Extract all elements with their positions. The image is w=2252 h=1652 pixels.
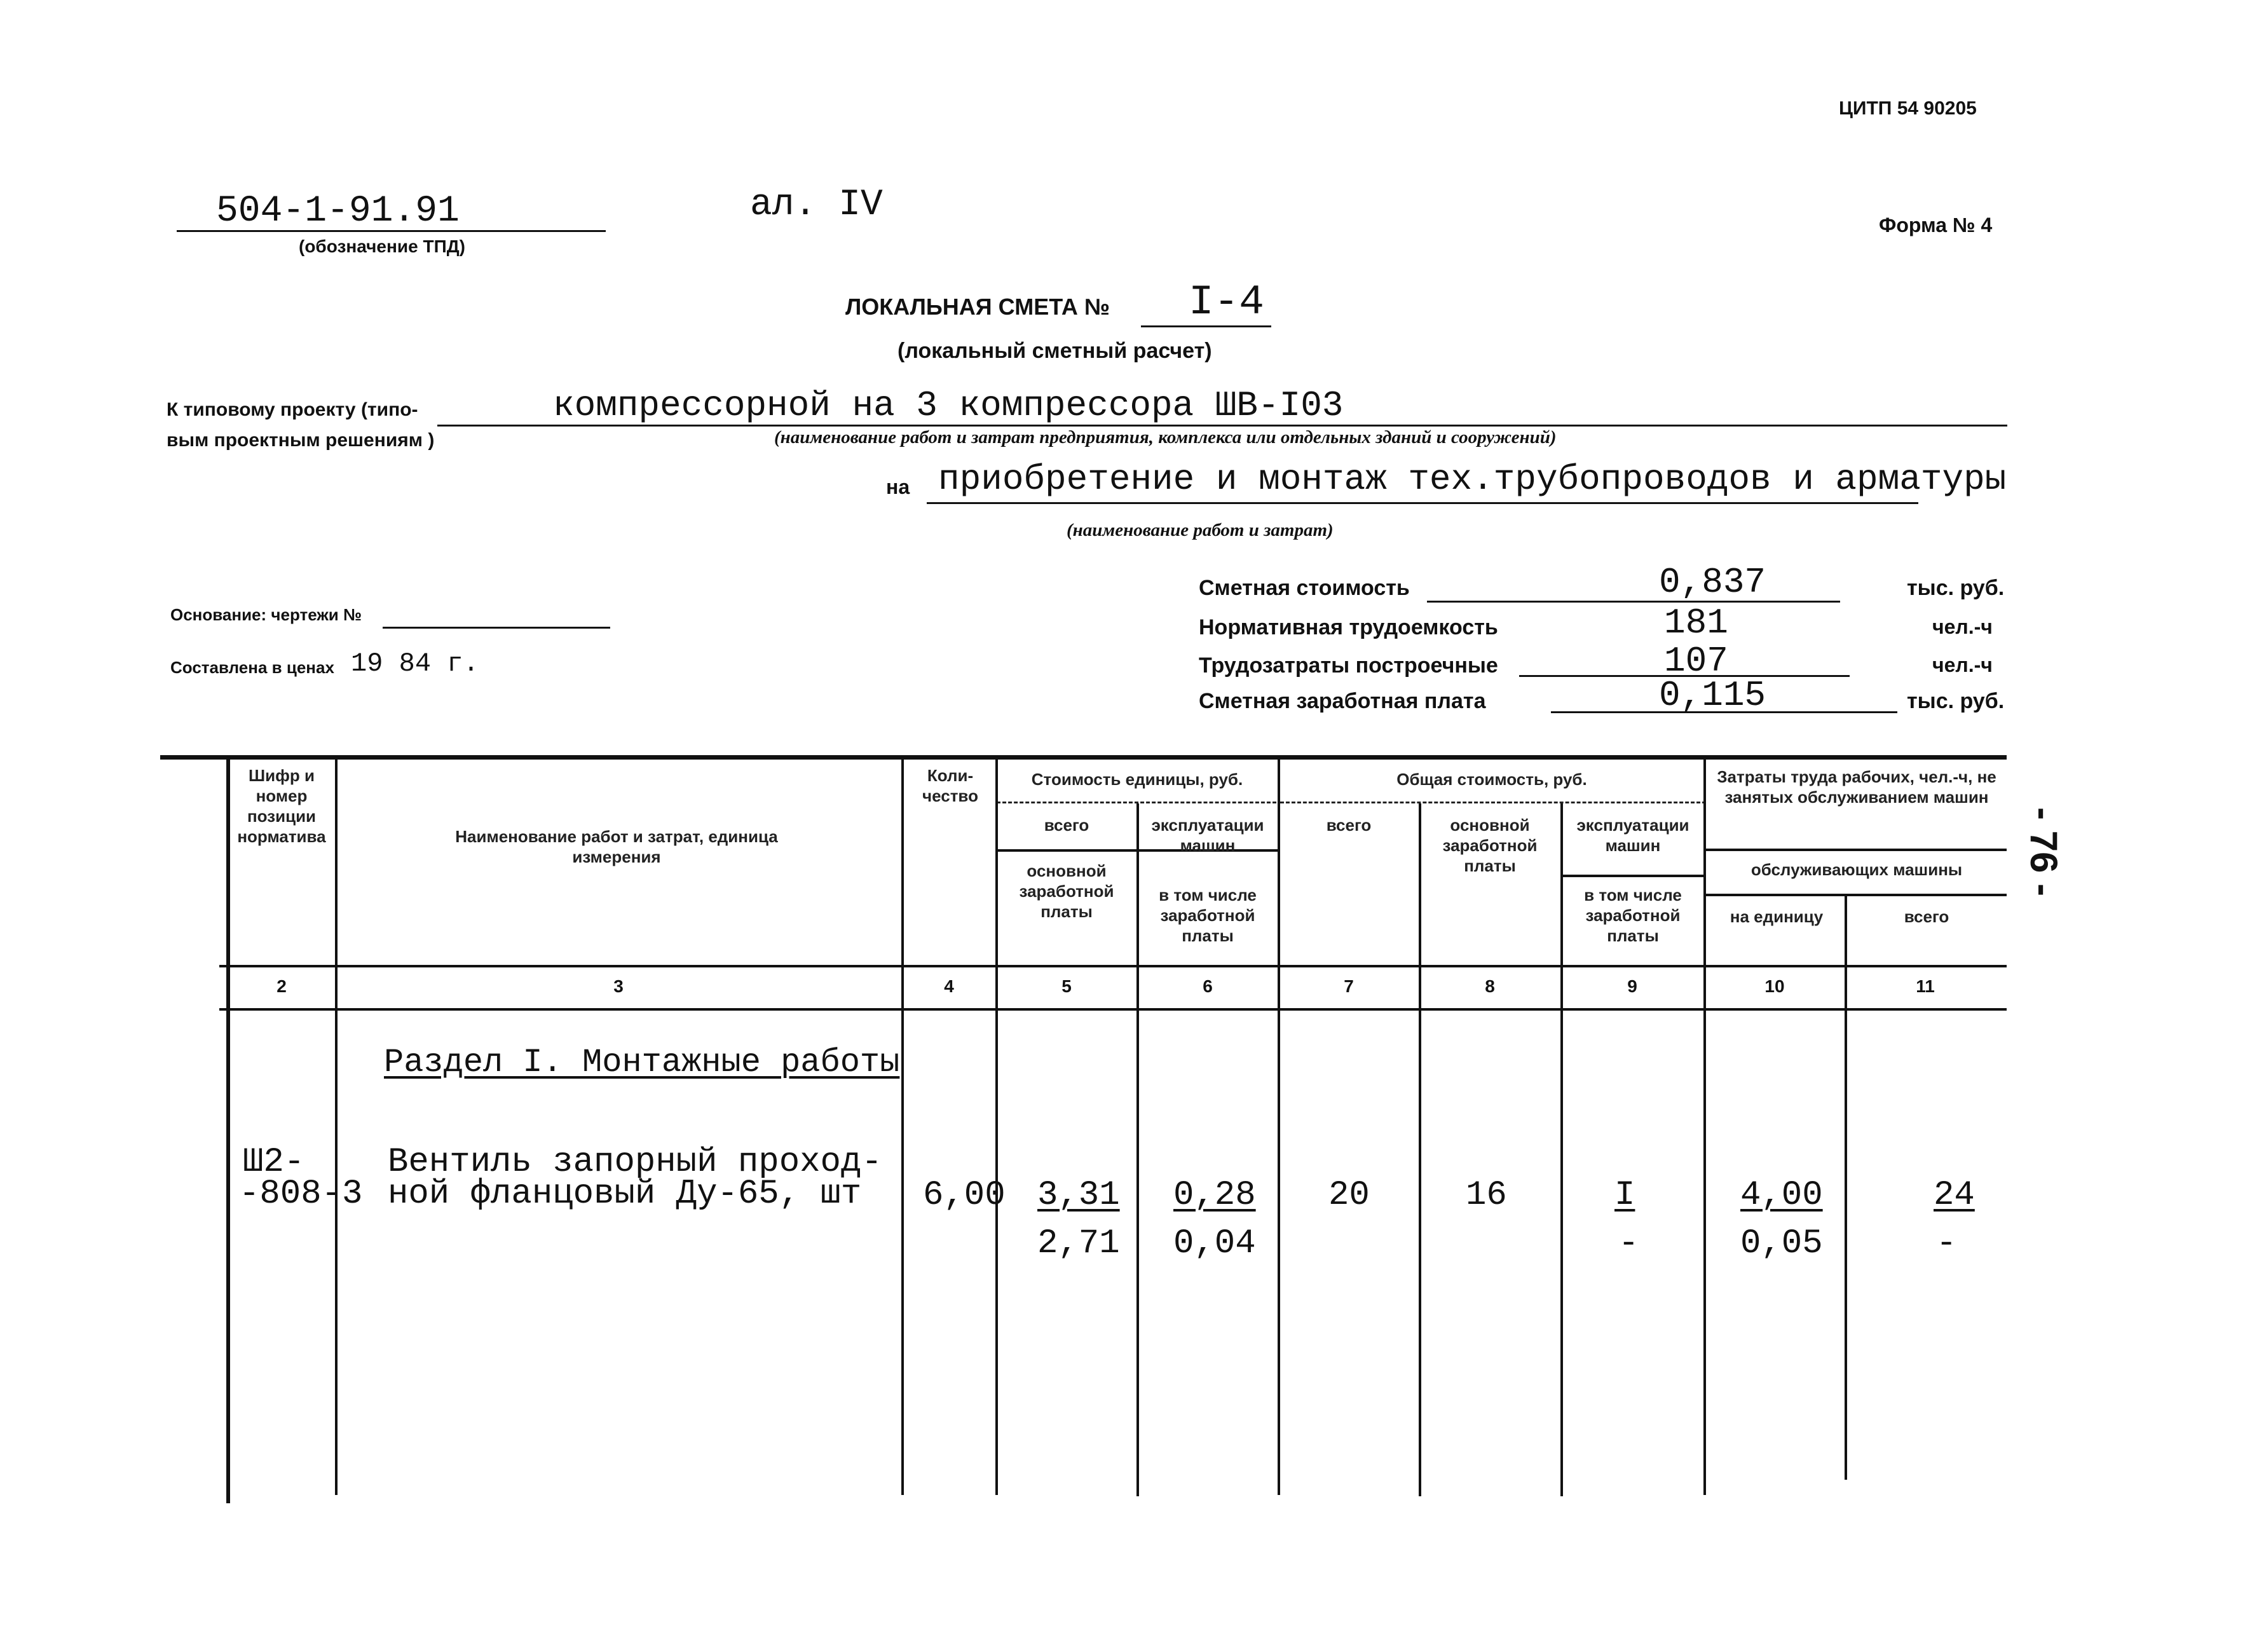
estimate-number: I-4 [1189, 278, 1264, 326]
summary-label-cost: Сметная стоимость [1199, 576, 1410, 600]
col-numbers-bottom-rule [219, 1008, 2007, 1011]
col-divider-5 [1278, 758, 1280, 1495]
row-code: Ш2- [243, 1143, 305, 1182]
table-top-rule [160, 755, 2007, 760]
basis-drawings-underline [383, 627, 610, 629]
col-number: 10 [1764, 976, 1785, 996]
row-code-2: -808-3 [239, 1175, 363, 1213]
album-label: ал. IV [750, 184, 883, 226]
project-label-2: вым проектным решениям ) [167, 430, 435, 451]
row-labor-unit-serv: 0,05 [1740, 1224, 1823, 1263]
col-divider-2 [901, 758, 904, 1495]
col-divider-7 [1560, 803, 1563, 1496]
header-labor: Затраты труда рабочих, чел.-ч, не занятых обслуживанием машин [1717, 767, 1996, 807]
row-total-machines-wage: - [1618, 1224, 1639, 1263]
col-number: 7 [1344, 976, 1354, 996]
works-underline [927, 502, 1918, 504]
tpd-underline [177, 230, 606, 232]
row-labor-total-serv: - [1936, 1224, 1957, 1263]
col-number: 9 [1627, 976, 1637, 996]
row-unit-machines: 0,28 [1173, 1176, 1256, 1215]
header-total-machines: эксплуатации машин [1576, 816, 1689, 855]
summary-label-site-labor: Трудозатраты построечные [1199, 653, 1498, 678]
estimate-title: ЛОКАЛЬНАЯ СМЕТА № [845, 294, 1110, 320]
servicing-sub-rule [1706, 894, 2007, 896]
row-unit-total: 3,31 [1037, 1176, 1120, 1215]
header-total-all: всего [1326, 816, 1372, 835]
summary-underline-wage [1551, 711, 1897, 713]
col-divider-1 [335, 758, 338, 1495]
col-divider-3 [995, 758, 998, 1495]
header-unit-total: всего [1044, 816, 1089, 835]
row-unit-machines-wage: 0,04 [1173, 1224, 1256, 1263]
col-number: 4 [944, 976, 954, 996]
header-per-unit: на единицу [1730, 907, 1824, 926]
works-caption: (наименование работ и затрат) [1067, 520, 1334, 540]
header-unit-cost: Стоимость единицы, руб. [1031, 770, 1243, 789]
project-value: компрессорной на 3 компрессора ШВ-I03 [553, 385, 1344, 426]
col-divider-4 [1136, 803, 1139, 1496]
tpd-caption: (обозначение ТПД) [299, 236, 465, 256]
row-name: Вентиль запорный проход- [388, 1143, 882, 1182]
col-number: 3 [613, 976, 624, 996]
summary-unit-cost: тыс. руб. [1907, 576, 2005, 600]
summary-unit-wage: тыс. руб. [1907, 689, 2005, 713]
page-number: - 76 - [2023, 807, 2065, 897]
header-bottom-rule [219, 965, 2007, 967]
summary-value-site-labor: 107 [1664, 641, 1728, 681]
table-left-border [226, 756, 230, 1503]
row-labor-unit: 4,00 [1740, 1176, 1823, 1215]
machines-sub-rule [1562, 875, 1706, 877]
row-total-machines: I [1614, 1176, 1635, 1215]
header-qty: Коли- чество [922, 766, 978, 805]
row-total-wage: 16 [1466, 1176, 1507, 1215]
col-number: 8 [1485, 976, 1495, 996]
row-qty: 6,00 [923, 1176, 1006, 1215]
row-labor-total: 24 [1934, 1176, 1975, 1215]
labor-sub-rule [1706, 849, 2007, 851]
summary-underline-cost [1427, 601, 1840, 603]
document-code: ЦИТП 54 90205 [1839, 98, 1977, 119]
header-total-cost: Общая стоимость, руб. [1396, 770, 1587, 789]
header-unit-incl-wage: в том числе заработной платы [1159, 885, 1257, 945]
col-divider-8 [1703, 758, 1706, 1495]
header-name: Наименование работ и затрат, единица измерения [455, 827, 778, 866]
estimate-subtitle: (локальный сметный расчет) [897, 339, 1212, 363]
project-underline [437, 425, 2007, 427]
tpd-value: 504-1-91.91 [216, 191, 460, 232]
header-code: Шифр и номер позиции норматива [237, 766, 326, 846]
header-total-incl-wage: в том числе заработной платы [1584, 885, 1682, 945]
total-cost-group-rule [1280, 802, 1706, 803]
basis-drawings-label: Основание: чертежи № [170, 605, 362, 624]
summary-value-norm-labor: 181 [1664, 603, 1728, 643]
col-number: 11 [1916, 976, 1935, 996]
summary-unit-site-labor: чел.-ч [1932, 653, 1993, 676]
basis-prices-label: Составлена в ценах [170, 658, 334, 677]
summary-label-wage: Сметная заработная плата [1199, 689, 1486, 713]
project-label: К типовому проекту (типо- [167, 399, 418, 420]
header-unit-base-wage: основной заработной платы [1019, 861, 1114, 921]
col-number: 5 [1061, 976, 1072, 996]
section-heading: Раздел I. Монтажные работы [384, 1044, 900, 1081]
col-divider-6 [1419, 803, 1421, 1496]
header-unit-machines: эксплуатации машин [1151, 816, 1264, 855]
row-unit-wage: 2,71 [1037, 1224, 1120, 1263]
col-number: 6 [1203, 976, 1213, 996]
header-servicing: обслуживающих машины [1750, 860, 1963, 879]
estimate-number-underline [1141, 325, 1271, 327]
summary-value-cost: 0,837 [1659, 562, 1766, 603]
works-prefix: на [886, 475, 910, 498]
row-name-2: ной фланцовый Ду-65, шт [388, 1175, 862, 1213]
header-labor-total: всего [1904, 907, 1949, 926]
col-number: 2 [276, 976, 287, 996]
summary-unit-norm-labor: чел.-ч [1932, 615, 1993, 638]
row-total-cost: 20 [1328, 1176, 1370, 1215]
works-value: приобретение и монтаж тех.трубопроводов и арматуры [938, 459, 2007, 500]
basis-prices-value: 19 84 г. [351, 648, 479, 679]
summary-label-norm-labor: Нормативная трудоемкость [1199, 615, 1498, 639]
summary-value-wage: 0,115 [1659, 675, 1766, 716]
header-total-base-wage: основной заработной платы [1442, 816, 1538, 875]
form-label: Форма № 4 [1879, 214, 1993, 236]
project-caption: (наименование работ и затрат предприятия, комплекса или отдельных зданий и сооружений) [774, 427, 1557, 447]
